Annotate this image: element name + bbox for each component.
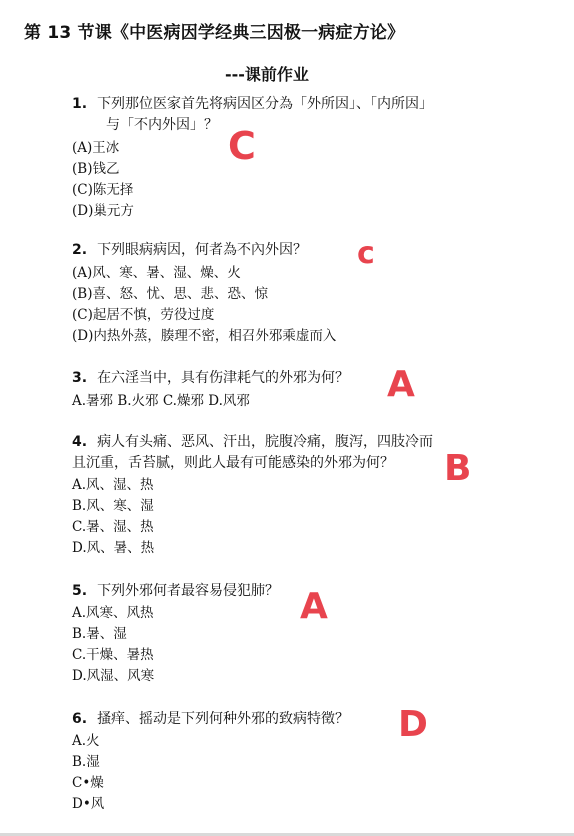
question-number: 1. [72, 96, 88, 112]
option-c: C•燥 [72, 775, 104, 791]
question-6 [72, 709, 512, 815]
answer-mark-5: A [300, 586, 328, 627]
option-d: D.风、暑、热 [72, 540, 155, 556]
answer-mark-1: C [228, 124, 256, 168]
question-1 [72, 94, 512, 222]
option-b: B.湿 [72, 754, 100, 770]
option-a: A.火 [72, 733, 100, 749]
answer-mark-4: B [444, 448, 472, 489]
option-d: (D)内热外蒸，腠理不密，相召外邪乘虚而入 [72, 328, 337, 344]
answer-mark-2: c [357, 236, 375, 271]
page-title: 第 13 节课《中医病因学经典三因极一病症方论》 [24, 23, 405, 43]
answer-mark-3: A [387, 364, 415, 405]
answer-mark-6: D [398, 704, 428, 745]
option-b: (B)钱乙 [72, 161, 120, 177]
option-d: D.风湿、风寒 [72, 668, 155, 684]
option-d: (D)巢元方 [72, 203, 134, 219]
stem-line: 在六淫当中，具有伤津耗气的外邪为何？ [97, 370, 350, 386]
question-number: 5. [72, 583, 88, 599]
question-number: 6. [72, 711, 88, 727]
question-5 [72, 581, 512, 687]
question-3 [72, 368, 512, 412]
option-a: (A)王冰 [72, 140, 120, 156]
question-number: 2. [72, 242, 88, 258]
question-stem [72, 94, 512, 115]
option-b: B.风、寒、湿 [72, 498, 154, 514]
question-stem [72, 240, 512, 261]
page-subtitle: ---课前作业 [225, 65, 309, 84]
question-number: 4. [72, 434, 88, 450]
stem-line: 搔痒、摇动是下列何种外邪的致病特徵？ [97, 711, 350, 727]
question-stem [72, 709, 512, 730]
question-2 [72, 240, 512, 347]
option-b: B.暑、湿 [72, 626, 127, 642]
stem-line: 下列外邪何者最容易侵犯肺？ [97, 583, 280, 599]
option-c: (C)起居不慎，劳役过度 [72, 307, 215, 323]
option-c: C.干燥、暑热 [72, 647, 154, 663]
inline-options: A.暑邪 B.火邪 C.燥邪 D.风邪 [72, 393, 250, 409]
option-b: (B)喜、怒、忧、思、悲、恐、惊 [72, 286, 268, 302]
option-a: A.风寒、风热 [72, 605, 154, 621]
question-stem [72, 581, 512, 602]
stem-line: 病人有头痛、恶风、汗出，脘腹冷痛，腹泻，四肢冷而 [97, 434, 434, 450]
option-d: D•风 [72, 796, 105, 812]
stem-line: 与「不内外因」？ [106, 117, 218, 133]
stem-line: 下列那位医家首先将病因区分為「外所因」、「内所因」 [97, 96, 434, 112]
question-number: 3. [72, 370, 88, 386]
option-a: (A)风、寒、暑、湿、燥、火 [72, 265, 241, 281]
stem-line: 且沉重，舌苔腻，则此人最有可能感染的外邪为何？ [72, 455, 394, 471]
option-a: A.风、湿、热 [72, 477, 154, 493]
stem-line: 下列眼病病因，何者為不內外因？ [97, 242, 308, 258]
option-c: (C)陈无择 [72, 182, 134, 198]
option-c: C.暑、湿、热 [72, 519, 154, 535]
question-stem [72, 368, 512, 389]
